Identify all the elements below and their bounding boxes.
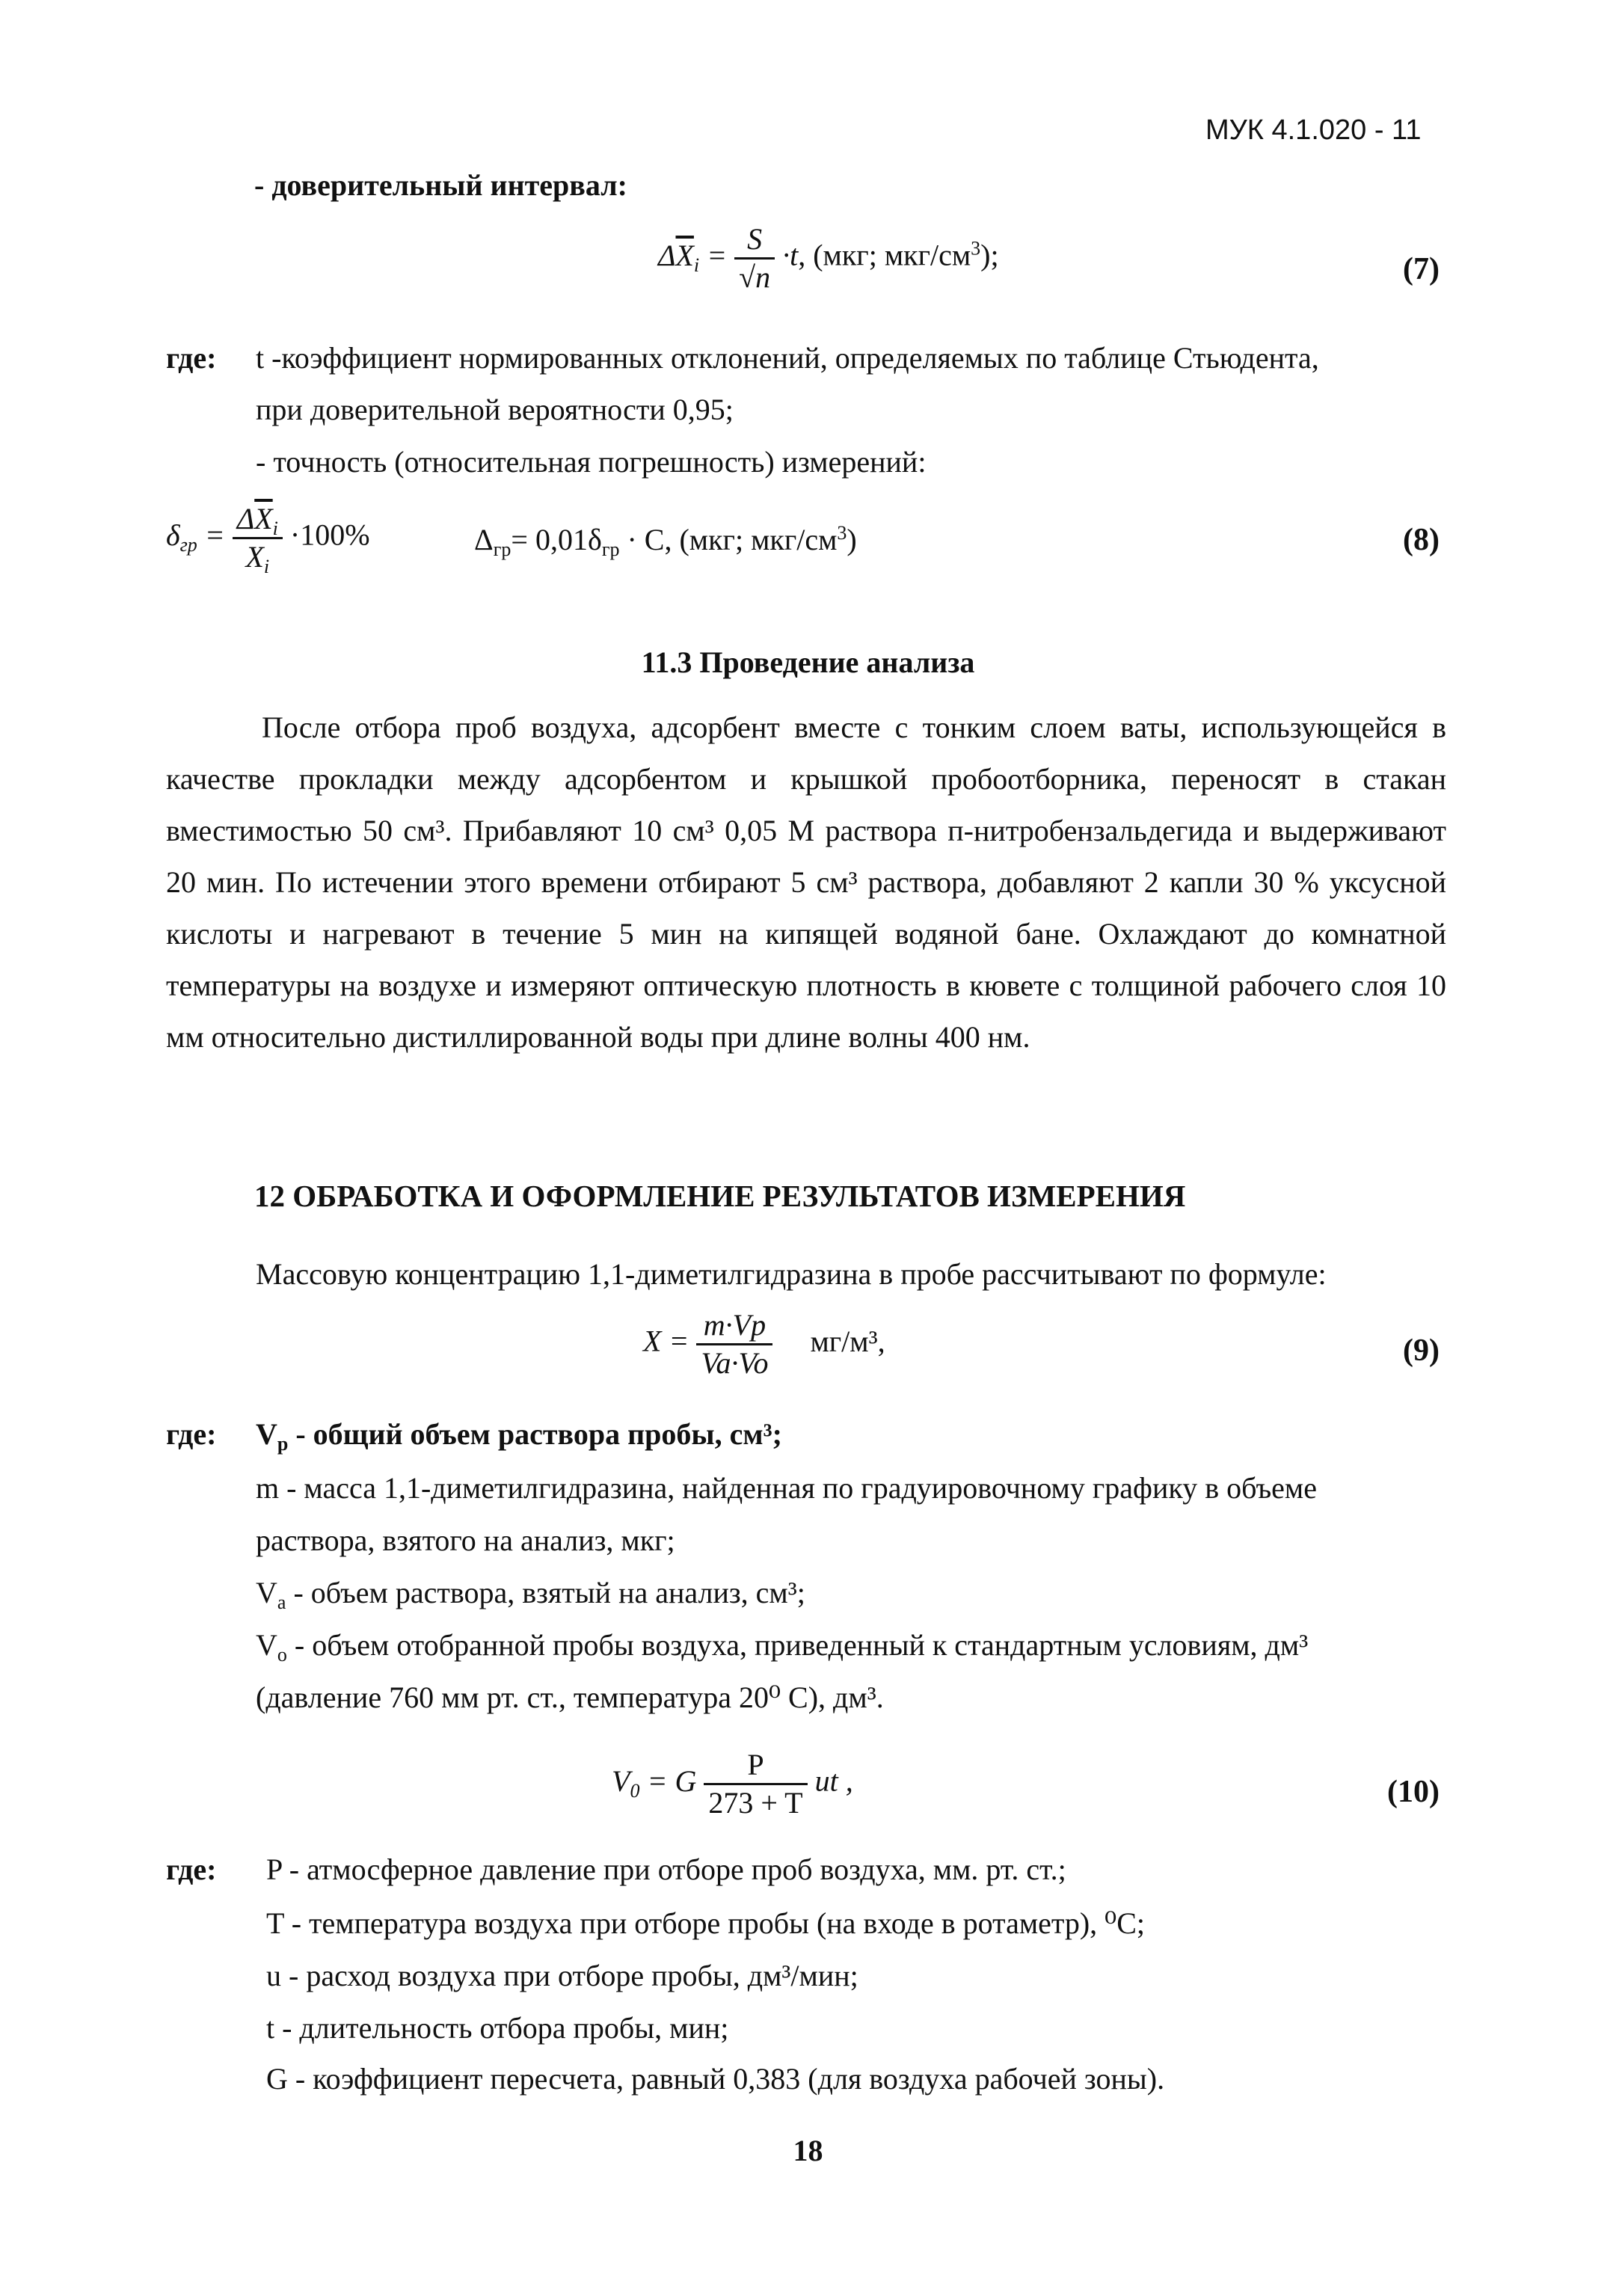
equation-9: X = $\frac{m\cdot Vp}{Va\cdot Vo}$ мг/м³,: [643, 1308, 885, 1380]
equation-7: $\Delta\overline{X}_i$ = $\frac{S}{√n}$ ·t, (мкг; мкг/$см^3$);: [658, 222, 999, 294]
eq7-units: , (мкг; мкг/см: [798, 238, 971, 272]
equation-9-number: (9): [1403, 1333, 1440, 1368]
p-definition: P - атмосферное давление при отборе проб воздуха, мм. рт. ст.;: [266, 1853, 1066, 1886]
vo-definition: $V_o$ - объем отобранной пробы воздуха, приведенный к стандартным условиям, дм³: [256, 1628, 1309, 1666]
section-12-heading: 12 ОБРАБОТКА И ОФОРМЛЕНИЕ РЕЗУЛЬТАТОВ ИЗМЕРЕНИЯ: [254, 1179, 1186, 1213]
g-definition: G - коэффициент пересчета, равный 0,383 (для воздуха рабочей зоны).: [266, 2062, 1165, 2096]
t-definition: T - температура воздуха при отборе пробы (на входе в ротаметр), ⁰С;: [266, 1906, 1145, 1940]
u-definition: u - расход воздуха при отборе пробы, дм³/мин;: [266, 1959, 858, 1992]
where-label-10: где:: [166, 1853, 217, 1886]
equation-8-absolute: $\Delta_{гр}= 0,01\delta_{гр} \cdot С$, (мкг; мкг/$см^3$): [474, 522, 857, 560]
m-definition: m - масса 1,1-диметилгидразина, найденная по градуировочному графику в объеме: [256, 1471, 1317, 1505]
equation-8-number: (8): [1403, 523, 1440, 557]
section-11-3-paragraph: После отбора проб воздуха, адсорбент вместе с тонким слоем ваты, использующейся в качестве прокладки между адсорбентом и крышкой пробоотборника, переносят в стакан вместимостью 50 см³. Прибавляют 10 см³ 0,05 М раствора п-нитробензальдегида и выдерживают 20 мин. По истечении этого времени отбирают 5 см³ раствора, добавляют 2 капли 30 % уксусной кислоты и нагревают в течение 5 мин на кипящей водяной бане. Охлаждают до комнатной температуры на воздухе и измеряют оптическую плотность в кювете с толщиной рабочего слоя 10 мм относительно дистиллированной воды при длине волны 400 нм.: [166, 710, 1446, 1054]
t-coefficient-definition-cont: при доверительной вероятности 0,95;: [256, 393, 734, 426]
va-definition: $V_a$ - объем раствора, взятый на анализ, см³;: [256, 1576, 805, 1613]
vo-definition-cont: (давление 760 мм рт. ст., температура 20⁰ С), дм³.: [256, 1680, 884, 1714]
accuracy-label: - точность (относительная погрешность) измерений:: [256, 445, 927, 479]
section-11-3-heading: 11.3 Проведение анализа: [641, 645, 975, 679]
vp-definition: $V_p$ - общий объем раствора пробы, см³;: [256, 1417, 782, 1455]
m-definition-cont: раствора, взятого на анализ, мкг;: [256, 1523, 675, 1557]
equation-8: $\delta_{гр}$ = $\frac{\Delta\overline{X}_i}{X_i}$ ·100%: [166, 502, 370, 577]
equation-10: $V_0 = G$ $\frac{P}{273 + T}$ ut ,: [612, 1748, 853, 1820]
where-label-9: где:: [166, 1417, 217, 1451]
section-12-intro: Массовую концентрацию 1,1-диметилгидразина в пробе рассчитывают по формуле:: [256, 1257, 1327, 1291]
duration-definition: t - длительность отбора пробы, мин;: [266, 2011, 729, 2045]
equation-7-number: (7): [1403, 252, 1440, 286]
where-label-7: где:: [166, 341, 217, 375]
document-code: МУК 4.1.020 - 11: [1205, 114, 1422, 146]
equation-10-number: (10): [1387, 1775, 1440, 1809]
t-coefficient-definition: t -коэффициент нормированных отклонений, определяемых по таблице Стьюдента,: [256, 341, 1319, 375]
confidence-interval-label: - доверительный интервал:: [254, 168, 627, 202]
page-number: 18: [793, 2134, 823, 2167]
